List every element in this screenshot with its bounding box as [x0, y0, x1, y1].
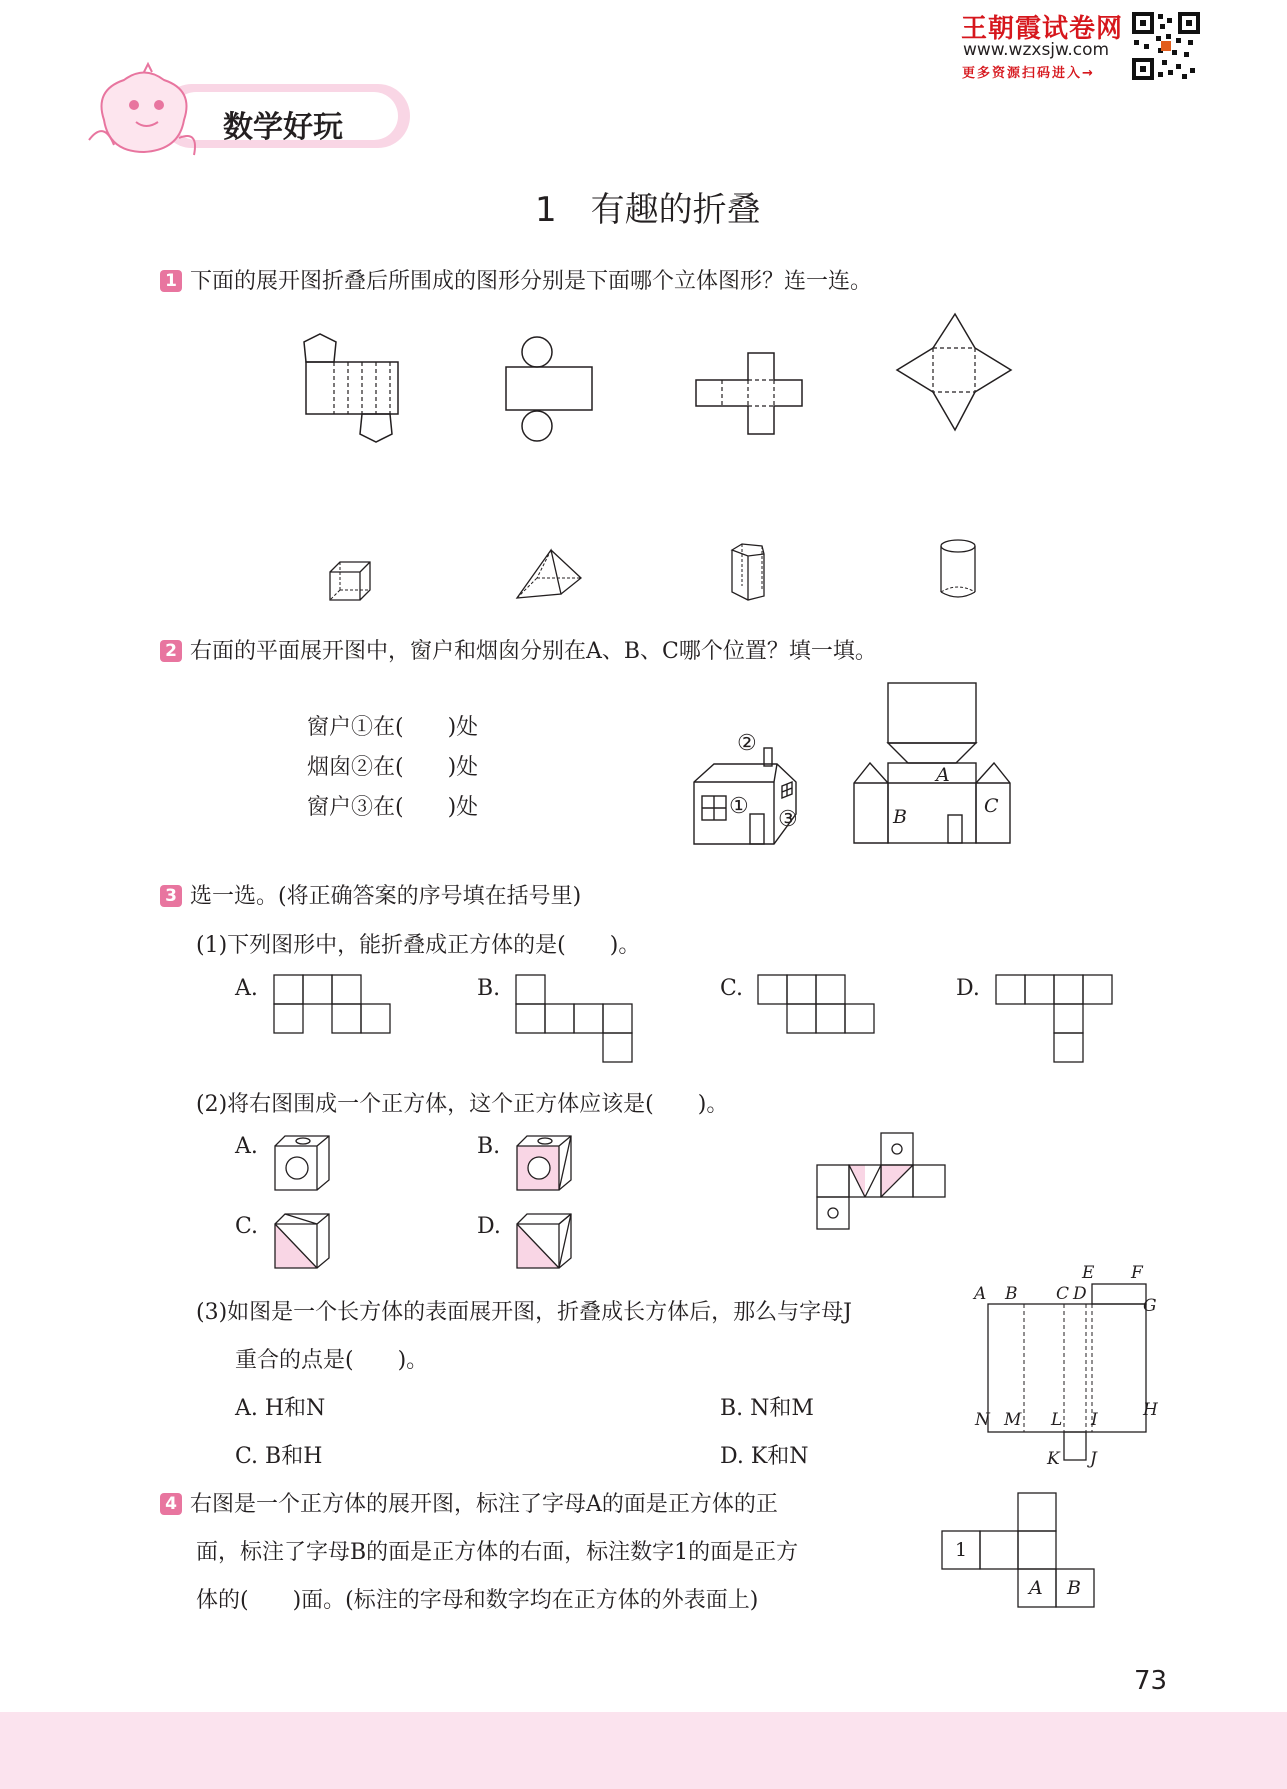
- question-1: [160, 264, 872, 295]
- q3p2-option-d-label[interactable]: D.: [477, 1214, 501, 1239]
- net-label-b: B: [893, 806, 907, 828]
- solid-pentagonal-prism[interactable]: [728, 542, 768, 602]
- net-cube[interactable]: [694, 352, 804, 436]
- q3p1-option-d-label[interactable]: D.: [956, 976, 980, 1001]
- q4-label-b: B: [1067, 1577, 1081, 1599]
- watermark-brand: 王朝霞试卷网: [961, 14, 1124, 44]
- point-j: J: [1090, 1449, 1097, 1469]
- q3p2-option-b-label[interactable]: B.: [477, 1134, 501, 1159]
- blank-window-3[interactable]: 窗户③在( )处: [307, 795, 479, 820]
- question-text-line-1: 右图是一个正方体的展开图，标注了字母A的面是正方体的正: [190, 1492, 778, 1517]
- q3p2-option-a-cube[interactable]: [273, 1134, 333, 1192]
- question-number-badge: 4: [160, 1493, 182, 1515]
- page-number: 73: [1134, 1666, 1168, 1696]
- q3p2-option-d-cube[interactable]: [515, 1212, 575, 1270]
- question-number-badge: 2: [160, 640, 182, 662]
- q3p3-option-c[interactable]: C. B和H: [235, 1444, 323, 1469]
- q4-label-a: A: [1029, 1577, 1043, 1599]
- question-text: 下面的展开图折叠后所围成的图形分别是下面哪个立体图形？连一连。: [190, 269, 873, 294]
- q3p2-option-a-label[interactable]: A.: [235, 1134, 258, 1159]
- question-text: 选一选。(将正确答案的序号填在括号里): [190, 884, 582, 909]
- cuboid-net: [982, 1280, 1142, 1460]
- question-2: [160, 634, 877, 665]
- q3p2-option-b-cube[interactable]: [515, 1134, 575, 1192]
- question-text: 右面的平面展开图中，窗户和烟囱分别在A、B、C哪个位置？填一填。: [190, 639, 877, 664]
- q3p1-option-d-net[interactable]: [995, 974, 1115, 1066]
- point-d: D: [1073, 1284, 1087, 1304]
- q3p3-option-a[interactable]: A. H和N: [235, 1396, 326, 1421]
- solid-pyramid[interactable]: [515, 548, 585, 600]
- q3-part-2: (2)将右图围成一个正方体，这个正方体应该是( )。: [196, 1092, 729, 1117]
- net-cylinder[interactable]: [505, 335, 595, 445]
- window-3-label: ③: [778, 807, 798, 832]
- q3p3-option-d[interactable]: D. K和N: [720, 1444, 809, 1469]
- net-label-a: A: [936, 764, 950, 786]
- q3p1-option-a-label[interactable]: A.: [235, 976, 258, 1001]
- solid-cube[interactable]: [328, 560, 374, 602]
- house-net: [852, 681, 1012, 845]
- question-4: [160, 1487, 778, 1518]
- question-3: [160, 879, 581, 910]
- net-pentagonal-prism[interactable]: [300, 330, 410, 445]
- q4-label-1: 1: [955, 1539, 968, 1561]
- blank-window-1[interactable]: 窗户①在( )处: [307, 715, 479, 740]
- qr-code-icon[interactable]: [1132, 12, 1200, 80]
- point-g: G: [1143, 1296, 1157, 1316]
- q3-part-3-line-1: (3)如图是一个长方体的表面展开图，折叠成长方体后，那么与字母J: [196, 1300, 852, 1325]
- mascot-icon: [84, 60, 204, 160]
- question-4-line-3: 体的( )面。(标注的字母和数字均在正方体的外表面上): [196, 1588, 759, 1613]
- point-b: B: [1005, 1284, 1018, 1304]
- q3p1-option-b-net[interactable]: [515, 974, 635, 1066]
- section-title: 数学好玩: [223, 110, 343, 145]
- solid-cylinder[interactable]: [939, 538, 979, 600]
- point-l: L: [1051, 1410, 1063, 1430]
- question-4-line-2: 面，标注了字母B的面是正方体的右面，标注数字1的面是正方: [196, 1540, 799, 1565]
- point-e: E: [1082, 1263, 1095, 1283]
- q3p1-option-c-net[interactable]: [757, 974, 877, 1036]
- point-i: I: [1091, 1410, 1098, 1430]
- net-label-c: C: [984, 795, 999, 817]
- question-number-badge: 1: [160, 270, 182, 292]
- point-n: N: [975, 1410, 990, 1430]
- q3p3-option-b[interactable]: B. N和M: [720, 1396, 814, 1421]
- chimney-label: ②: [737, 731, 757, 756]
- footer-band: [0, 1712, 1287, 1789]
- question-number-badge: 3: [160, 885, 182, 907]
- point-h: H: [1143, 1400, 1158, 1420]
- q3p1-option-c-label[interactable]: C.: [720, 976, 744, 1001]
- blank-chimney-2[interactable]: 烟囱②在( )处: [307, 755, 479, 780]
- q3p2-cube-net: [815, 1130, 951, 1230]
- point-k: K: [1047, 1449, 1060, 1469]
- q3-part-3-line-2: 重合的点是( )。: [235, 1348, 429, 1373]
- net-pyramid[interactable]: [895, 312, 1015, 437]
- window-1-label: ①: [729, 794, 749, 819]
- point-f: F: [1131, 1263, 1143, 1283]
- q3-part-1: (1)下列图形中，能折叠成正方体的是( )。: [196, 933, 641, 958]
- q3p1-option-b-label[interactable]: B.: [477, 976, 501, 1001]
- q3p2-option-c-cube[interactable]: [273, 1212, 333, 1270]
- point-m: M: [1004, 1410, 1022, 1430]
- q3p2-option-c-label[interactable]: C.: [235, 1214, 259, 1239]
- point-a: A: [974, 1284, 987, 1304]
- page-title: 1 有趣的折叠: [535, 190, 761, 230]
- q3p1-option-a-net[interactable]: [273, 974, 393, 1036]
- point-c: C: [1056, 1284, 1070, 1304]
- watermark-url[interactable]: www.wzxsjw.com: [963, 40, 1110, 60]
- watermark-tagline: 更多资源扫码进入→: [962, 66, 1095, 81]
